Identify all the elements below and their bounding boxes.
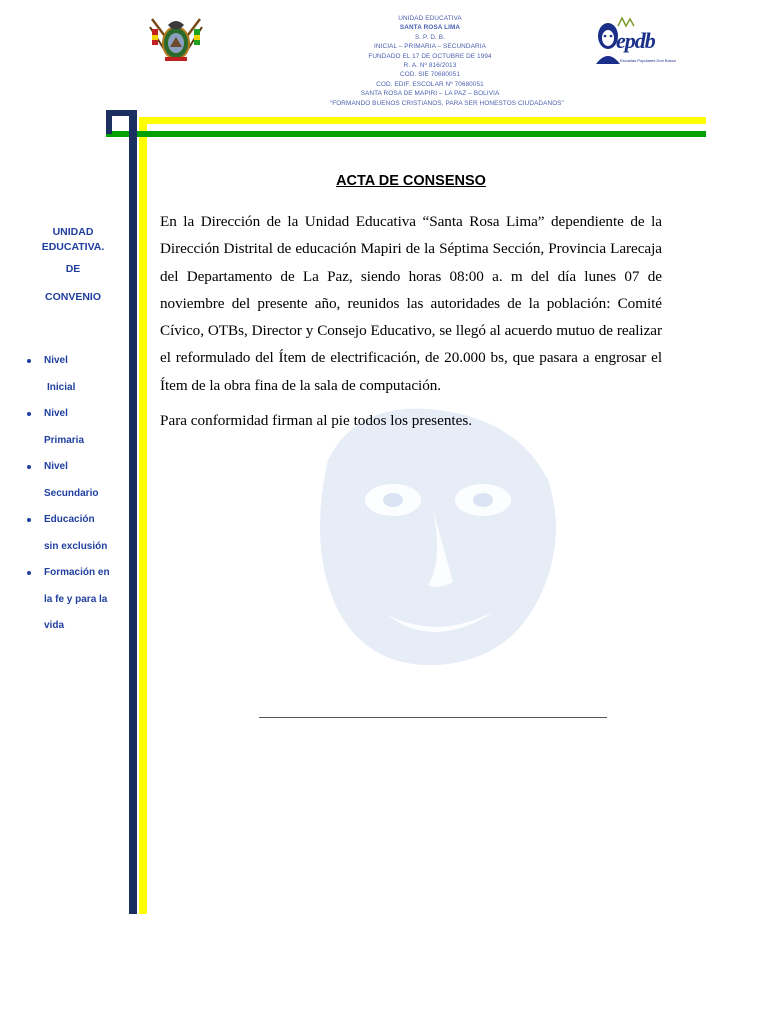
list-item-line: Primaria bbox=[44, 434, 85, 446]
logo-subtitle: Escuelas Populares Don Bosco bbox=[620, 58, 677, 63]
list-item bbox=[20, 348, 120, 401]
list-item-line: sin exclusión bbox=[44, 540, 108, 552]
frame-line-green-horizontal bbox=[106, 131, 706, 137]
list-item-line: Nivel bbox=[44, 461, 68, 472]
frame-line-yellow-vertical bbox=[139, 117, 147, 914]
header-line: UNIDAD EDUCATIVA bbox=[398, 15, 462, 22]
document-body bbox=[160, 170, 662, 434]
sidebar-list bbox=[20, 348, 120, 640]
school-header bbox=[330, 14, 564, 108]
watermark-portrait-icon bbox=[268, 400, 598, 670]
bullet-icon bbox=[27, 359, 31, 363]
flame-icon bbox=[616, 16, 656, 28]
document-paragraph: En la Dirección de la Unidad Educativa “Santa Rosa Lima” dependiente de la Dirección Distrital de educación Mapiri de la Séptima Sección, Provincia Larecaja del Departamento de La Paz, siendo horas 08:00 a. m del día lunes 07 de noviembre del presente año, reunidos las autoridades de la población: Comité Cívico, OTBs, Director y Consejo Educativo, se llegó al acuerdo mutuo de realizar el reformulado del Ítem de electrificación, de 20.000 bs, que pasara a engrosar el Ítem de la obra fina de la sala de computación. bbox=[160, 213, 662, 394]
bullet-icon bbox=[27, 518, 31, 522]
bullet-icon bbox=[27, 412, 31, 416]
header-line: S. P. D. B. bbox=[414, 33, 446, 41]
bullet-icon bbox=[27, 571, 31, 575]
frame-line-navy-vertical bbox=[129, 110, 137, 914]
header-line: “FORMANDO BUENOS CRISTIANOS, PARA SER HONESTOS CIUDADANOS” bbox=[330, 99, 564, 107]
frame-line-navy-corner bbox=[106, 110, 112, 134]
list-item-line: Secundario bbox=[44, 487, 99, 499]
sidebar-title bbox=[20, 224, 120, 310]
logo-text: epdb bbox=[616, 28, 655, 53]
document-paragraph: Para conformidad firman al pie todos los presentes. bbox=[160, 412, 473, 430]
list-item-line: Inicial bbox=[47, 381, 76, 393]
list-item bbox=[20, 401, 120, 454]
header-line: COD. SIE 70680051 bbox=[400, 71, 460, 79]
sidebar bbox=[20, 224, 120, 631]
list-item-line: la fe y para la bbox=[44, 593, 108, 605]
sidebar-title-line: EDUCATIVA. bbox=[41, 241, 105, 253]
list-item-line: Nivel bbox=[44, 355, 68, 366]
header-line: INICIAL – PRIMARIA – SECUNDARIA bbox=[374, 43, 486, 51]
signature-line bbox=[259, 717, 607, 718]
sidebar-title-line: CONVENIO bbox=[44, 291, 101, 303]
coat-of-arms-icon bbox=[148, 13, 204, 65]
list-item-line: Educación bbox=[44, 514, 95, 525]
list-item-line: Nivel bbox=[44, 408, 68, 419]
list-item bbox=[20, 560, 120, 640]
header-line: R. A. Nº 816/2013 bbox=[403, 62, 457, 70]
list-item bbox=[20, 507, 120, 560]
bullet-icon bbox=[27, 465, 31, 469]
header-line: SANTA ROSA LIMA bbox=[399, 24, 461, 32]
document-title: ACTA DE CONSENSO bbox=[336, 173, 486, 189]
header-line: COD. EDIF. ESCOLAR Nº 70680051 bbox=[376, 80, 484, 88]
sidebar-title-line: DE bbox=[65, 263, 81, 275]
list-item-line: vida bbox=[44, 620, 65, 631]
sidebar-title-line: UNIDAD bbox=[52, 226, 94, 238]
header-line: SANTA ROSA DE MAPIRI – LA PAZ – BOLIVIA bbox=[360, 90, 500, 98]
epdb-logo bbox=[594, 16, 677, 66]
list-item bbox=[20, 454, 120, 507]
frame-line-yellow-horizontal bbox=[141, 117, 706, 124]
list-item-line: Formación en bbox=[44, 567, 110, 578]
header-line: FUNDADO EL 17 DE OCTUBRE DE 1994 bbox=[368, 52, 492, 60]
